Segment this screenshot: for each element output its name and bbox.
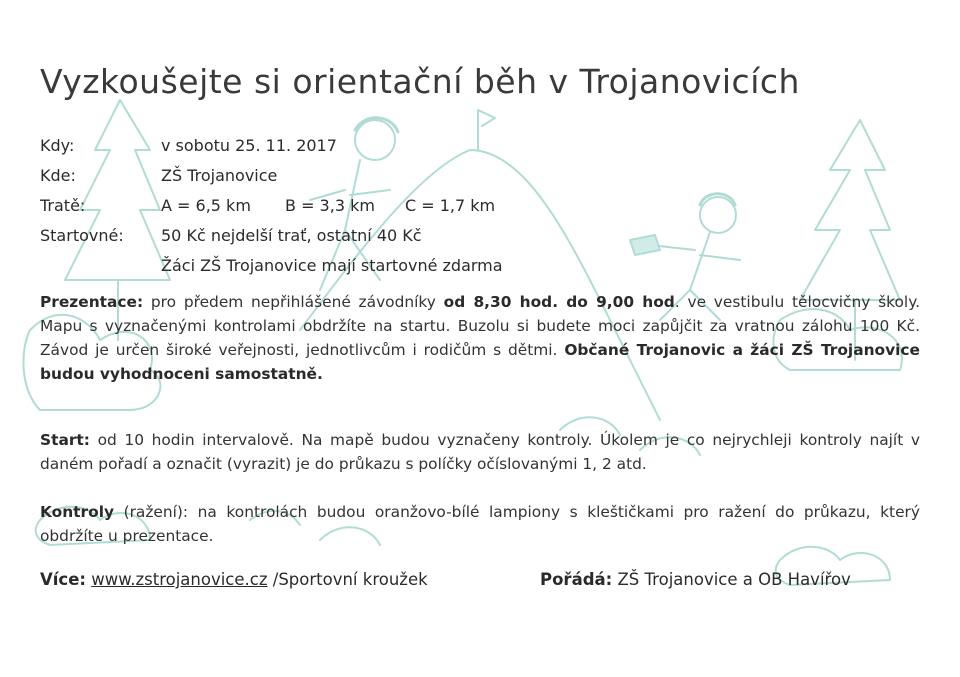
website-link[interactable]: www.zstrojanovice.cz (91, 570, 268, 589)
when-label: Kdy: (40, 136, 75, 155)
organizer-value: ZŠ Trojanovice a OB Havířov (617, 570, 851, 589)
track-c: C = 1,7 km (405, 196, 496, 215)
start-text: od 10 hodin intervalově. Na mapě budou vyznačeny kontroly. Úkolem je co nejrychleji kontroly najít v daném pořadí a označit (vyrazit) je do průkazu s políčky očíslovanými 1, 2 atd. (40, 431, 920, 473)
flyer-title: Vyzkoušejte si orientační běh v Trojanovicích (40, 62, 800, 101)
track-a: A = 6,5 km (161, 196, 251, 215)
registration-time: od 8,30 hod. do 9,00 hod (443, 293, 675, 311)
controls-paragraph (40, 500, 920, 548)
fee-value: 50 Kč nejdelší trať, ostatní 40 Kč (161, 226, 422, 245)
fee-note: Žáci ZŠ Trojanovice mají startovné zdarma (161, 256, 503, 275)
more-label: Více: (40, 570, 86, 589)
track-b: B = 3,3 km (285, 196, 375, 215)
registration-text1: pro předem nepřihlášené závodníky (150, 293, 436, 311)
tracks-label: Tratě: (40, 196, 86, 215)
organizer-label: Pořádá: (540, 570, 613, 589)
where-value: ZŠ Trojanovice (161, 166, 278, 185)
controls-label: Kontroly (40, 503, 115, 521)
start-label: Start: (40, 431, 90, 449)
when-value: v sobotu 25. 11. 2017 (161, 136, 337, 155)
registration-paragraph (40, 290, 920, 386)
fee-label: Startovné: (40, 226, 124, 245)
website-link-suffix: /Sportovní kroužek (272, 570, 428, 589)
registration-emphasis: Občané Trojanovic a žáci ZŠ Trojanovice budou vyhodnoceni samostatně. (40, 341, 920, 383)
registration-text2: . ve vestibulu tělocvičny školy. Mapu s vyznačenými kontrolami obdržíte na startu. Buzolu si budete moci zapůjčit za vratnou zálohu 100 Kč. Závod je určen široké veřejnosti, jednotlivcům i rodičům s dětmi. (40, 293, 921, 359)
start-paragraph (40, 428, 920, 476)
organizer (540, 570, 851, 589)
registration-label: Prezentace: (40, 293, 144, 311)
controls-text: (ražení): na kontrolách budou oranžovo-bílé lampiony s kleštičkami pro ražení do průkazu, který obdržíte u prezentace. (40, 503, 920, 545)
where-label: Kde: (40, 166, 76, 185)
footer (40, 570, 851, 589)
